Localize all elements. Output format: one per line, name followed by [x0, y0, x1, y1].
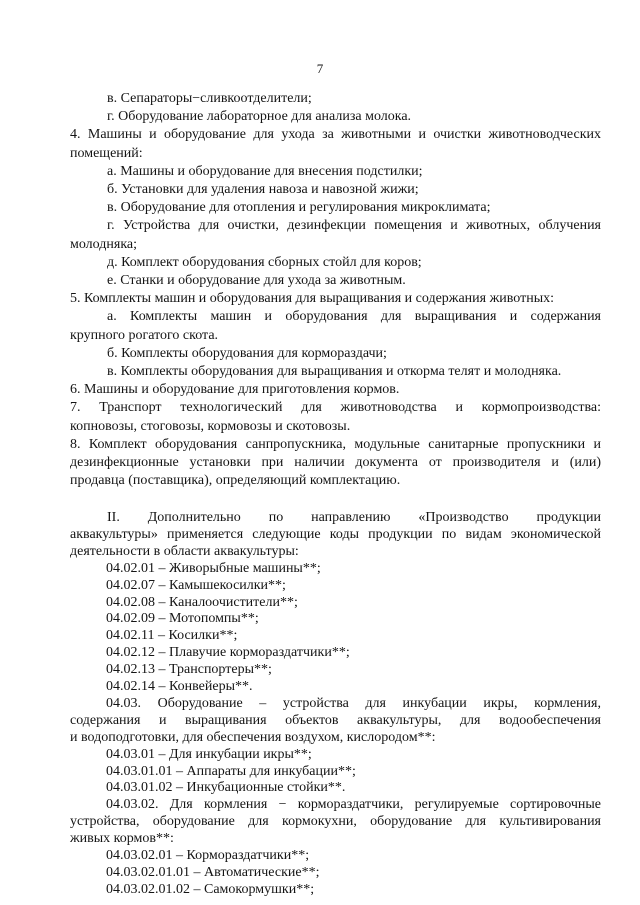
text-line: 04.03.02.01 – Кормораздатчики**;: [106, 848, 310, 863]
text-line: 04.02.07 – Камышекосилки**;: [106, 577, 286, 593]
text-line: 04.02.01 – Живорыбные машины**;: [106, 560, 321, 576]
page-number: 7: [316, 61, 324, 76]
text-line: копновозы, стоговозы, кормовозы и скотовозы.: [70, 418, 351, 434]
text-line: 04.02.08 – Каналоочистители**;: [106, 594, 298, 610]
text-line: б. Комплекты оборудования для кормораздачи;: [107, 345, 387, 361]
text-line: 04.03.01 – Для инкубации икры**;: [106, 746, 312, 762]
text-line: а. Комплекты машин и оборудования для выращивания и содержания: [107, 309, 601, 325]
text-line: деятельности в области аквакультуры:: [70, 543, 299, 559]
text-line: 6. Машины и оборудование для приготовления кормов.: [70, 382, 400, 398]
text-line: е. Станки и оборудование для ухода за животным.: [107, 273, 406, 288]
text-line: 04.03.02.01.02 – Самокормушки**;: [106, 881, 315, 897]
text-line: 4. Машины и оборудование для ухода за животными и очистки животноводческих: [70, 127, 601, 143]
text-line: 04.02.13 – Транспортеры**;: [106, 662, 272, 678]
text-line: в. Комплекты оборудования для выращивания и откорма телят и молодняка.: [107, 364, 562, 379]
text-line: а. Машины и оборудование для внесения подстилки;: [107, 163, 423, 179]
text-line: 04.03.02. Для кормления − кормораздатчики, регулируемые сортировочные: [106, 797, 601, 813]
text-line: содержания и выращивания объектов аквакультуры, для водообеспечения: [70, 712, 601, 728]
text-line: живых кормов**:: [70, 831, 174, 847]
text-line: 5. Комплекты машин и оборудования для выращивания и содержания животных:: [70, 291, 555, 307]
text-line: в. Сепараторы−сливкоотделители;: [107, 91, 312, 106]
text-line: 04.03. Оборудование – устройства для инкубации икры, кормления,: [106, 695, 601, 711]
text-line: аквакультуры» применяется следующие коды продукции по видам экономической: [70, 526, 601, 542]
text-line: 7. Транспорт технологический для животноводства и кормопроизводства:: [70, 400, 601, 416]
text-line: 04.02.12 – Плавучие кормораздатчики**;: [106, 645, 350, 661]
text-line: 04.02.09 – Мотопомпы**;: [106, 611, 259, 627]
text-line: дезинфекционные установки при наличии документа от производителя и (или): [70, 455, 601, 470]
text-line: 8. Комплект оборудования санпропускника, модульные санитарные пропускники и: [70, 436, 601, 452]
text-line: устройства, оборудование для кормокухни, оборудование для культивирования: [70, 814, 601, 830]
text-line: 04.03.01.02 – Инкубационные стойки**.: [106, 780, 346, 796]
text-line: б. Установки для удаления навоза и навозной жижи;: [107, 182, 419, 197]
text-line: и водоподготовки, для обеспечения воздухом, кислородом**:: [70, 729, 436, 745]
text-line: молодняка;: [70, 236, 138, 252]
text-line: продавца (поставщика), определяющий комплектацию.: [70, 473, 401, 489]
text-line: помещений:: [70, 145, 143, 161]
text-line: 04.03.01.01 – Аппараты для инкубации**;: [106, 763, 356, 779]
text-line: д. Комплект оборудования сборных стойл для коров;: [107, 254, 422, 270]
text-line: крупного рогатого скота.: [70, 327, 219, 343]
text-line: г. Оборудование лабораторное для анализа молока.: [107, 109, 412, 125]
text-line: г. Устройства для очистки, дезинфекции помещения и животных, облучения: [107, 218, 601, 234]
text-line: 04.02.14 – Конвейеры**.: [106, 679, 253, 694]
text-line: 04.02.11 – Косилки**;: [106, 628, 238, 644]
text-line: в. Оборудование для отопления и регулирования микроклимата;: [107, 200, 491, 216]
text-line: II. Дополнительно по направлению «Производство продукции: [107, 510, 601, 525]
text-line: 04.03.02.01.01 – Автоматические**;: [106, 864, 320, 880]
